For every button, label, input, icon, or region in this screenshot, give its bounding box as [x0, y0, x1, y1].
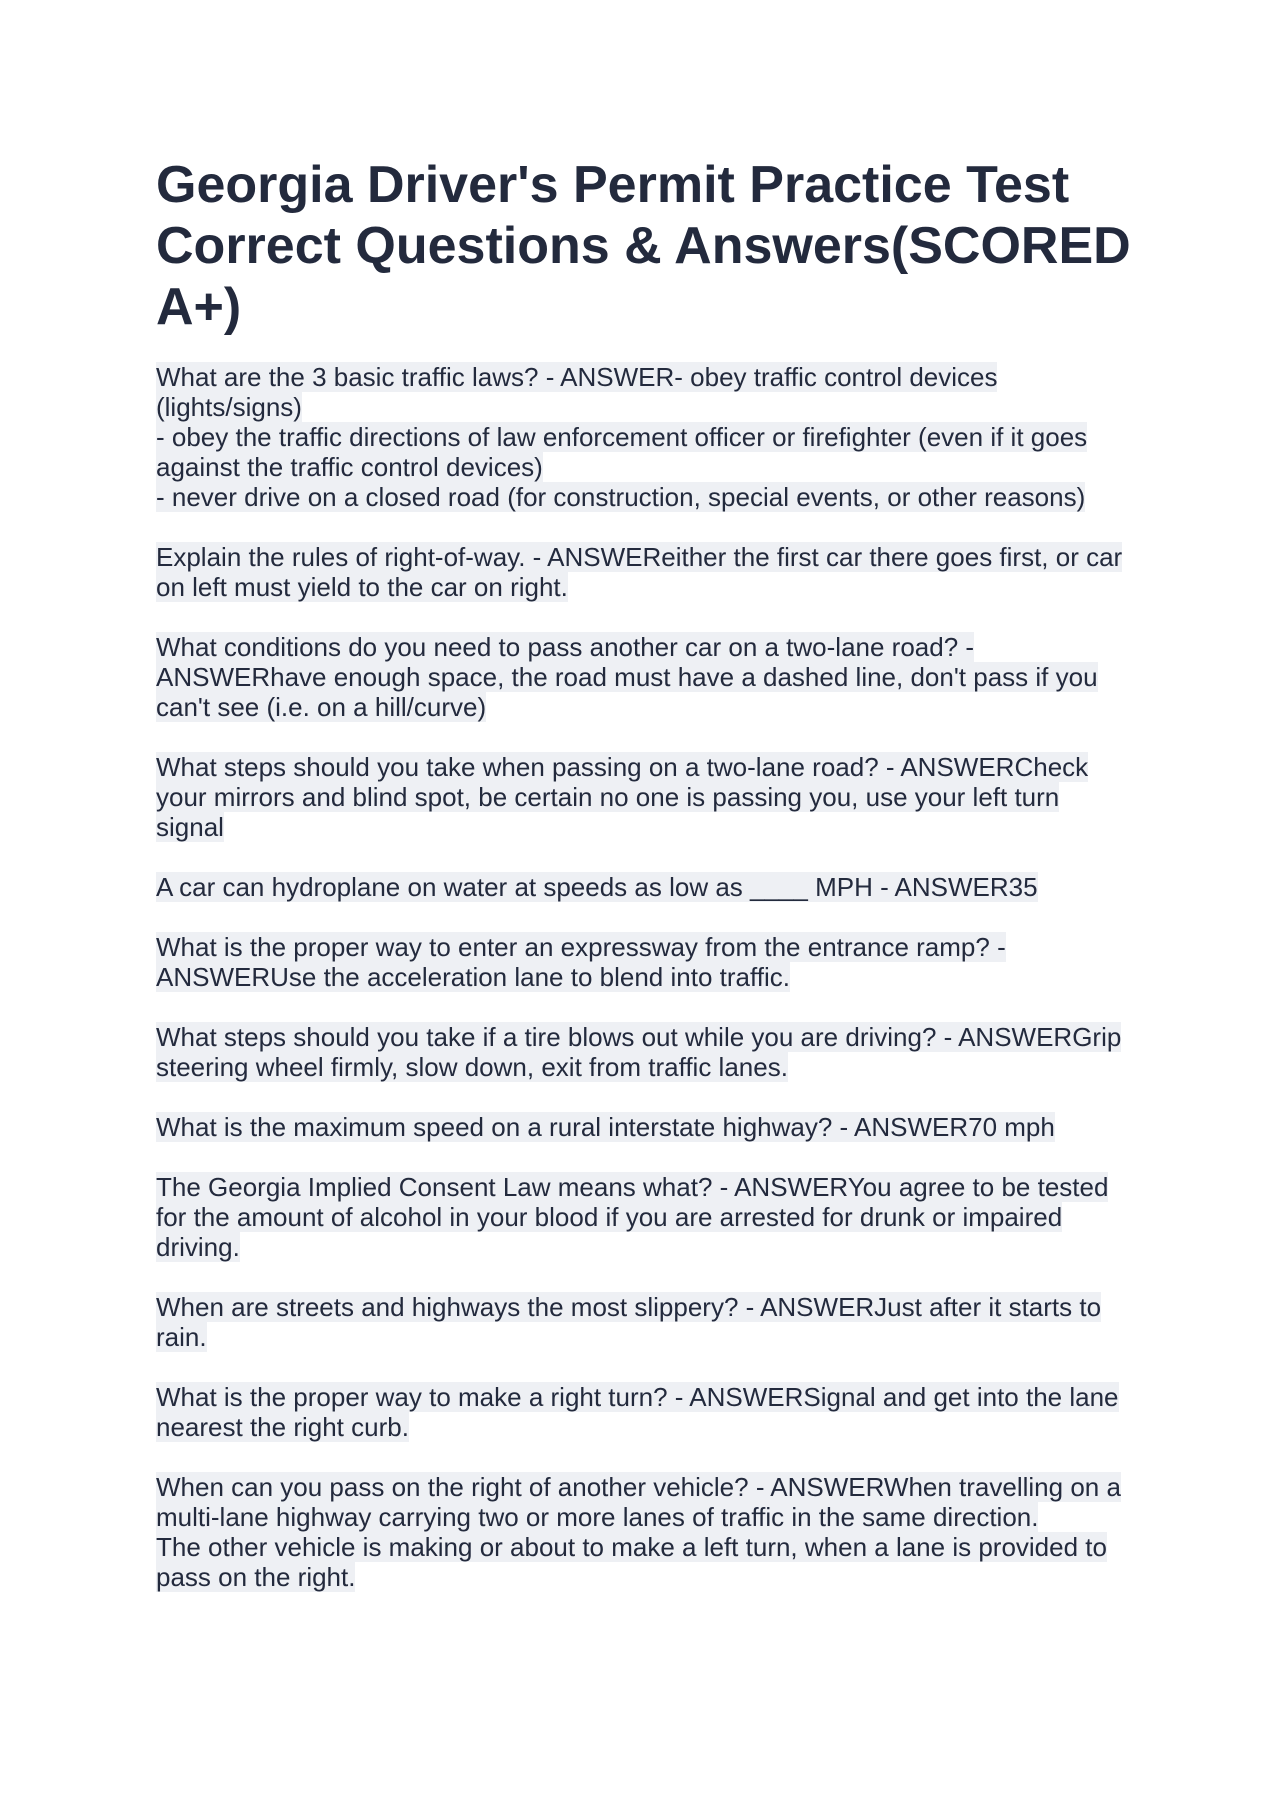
- qa-item: [156, 752, 1131, 842]
- qa-line: [156, 932, 1131, 992]
- qa-line: [156, 1112, 1131, 1142]
- qa-line: [156, 632, 1131, 722]
- qa-item: [156, 542, 1131, 602]
- qa-item: [156, 632, 1131, 722]
- qa-text: What is the maximum speed on a rural interstate highway? - ANSWER70 mph: [156, 1112, 1055, 1142]
- qa-text: When are streets and highways the most slippery? - ANSWERJust after it starts to rain.: [156, 1292, 1102, 1352]
- qa-text: - obey the traffic directions of law enforcement officer or firefighter (even if it goes against the traffic control devices): [156, 422, 1088, 482]
- qa-text: The Georgia Implied Consent Law means what? - ANSWERYou agree to be tested for the amount of alcohol in your blood if you are arrested for drunk or impaired driving.: [156, 1172, 1109, 1262]
- qa-item: [156, 1022, 1131, 1082]
- qa-line: [156, 542, 1131, 602]
- qa-item: [156, 362, 1131, 512]
- qa-item: [156, 872, 1131, 902]
- qa-item: [156, 1172, 1131, 1262]
- qa-text: Explain the rules of right-of-way. - ANSWEReither the first car there goes first, or car on left must yield to the car on right.: [156, 542, 1123, 602]
- qa-line: [156, 482, 1131, 512]
- qa-item: [156, 932, 1131, 992]
- qa-line: [156, 752, 1131, 842]
- qa-text: What steps should you take if a tire blows out while you are driving? - ANSWERGrip steering wheel firmly, slow down, exit from traffic lanes.: [156, 1022, 1122, 1082]
- qa-text: What is the proper way to make a right turn? - ANSWERSignal and get into the lane nearest the right curb.: [156, 1382, 1119, 1442]
- qa-text: A car can hydroplane on water at speeds as low as ____ MPH - ANSWER35: [156, 872, 1038, 902]
- qa-text: The other vehicle is making or about to make a left turn, when a lane is provided to pass on the right.: [156, 1532, 1107, 1592]
- document-title: Georgia Driver's Permit Practice Test Correct Questions & Answers(SCORED A+): [156, 156, 1131, 336]
- qa-line: [156, 1472, 1131, 1532]
- qa-text: When can you pass on the right of another vehicle? - ANSWERWhen travelling on a multi-lane highway carrying two or more lanes of traffic in the same direction.: [156, 1472, 1121, 1532]
- qa-text: What steps should you take when passing on a two-lane road? - ANSWERCheck your mirrors and blind spot, be certain no one is passing you, use your left turn signal: [156, 752, 1089, 842]
- qa-item: [156, 1382, 1131, 1442]
- qa-line: [156, 1532, 1131, 1592]
- qa-item: [156, 1472, 1131, 1592]
- qa-line: [156, 1382, 1131, 1442]
- qa-line: [156, 1022, 1131, 1082]
- qa-text: What is the proper way to enter an expressway from the entrance ramp? - ANSWERUse the acceleration lane to blend into traffic.: [156, 932, 1006, 992]
- qa-line: [156, 1292, 1131, 1352]
- document-page: [156, 155, 1131, 1622]
- qa-item: [156, 1292, 1131, 1352]
- qa-text: What conditions do you need to pass another car on a two-lane road? - ANSWERhave enough space, the road must have a dashed line, don't pass if you can't see (i.e. on a hill/curve): [156, 632, 1098, 722]
- qa-item: [156, 1112, 1131, 1142]
- qa-line: [156, 1172, 1131, 1262]
- qa-text: - never drive on a closed road (for construction, special events, or other reasons): [156, 482, 1086, 512]
- qa-line: [156, 872, 1131, 902]
- qa-list: [156, 362, 1131, 1592]
- qa-line: [156, 422, 1131, 482]
- qa-text: What are the 3 basic traffic laws? - ANSWER- obey traffic control devices (lights/signs): [156, 362, 998, 422]
- qa-line: [156, 362, 1131, 422]
